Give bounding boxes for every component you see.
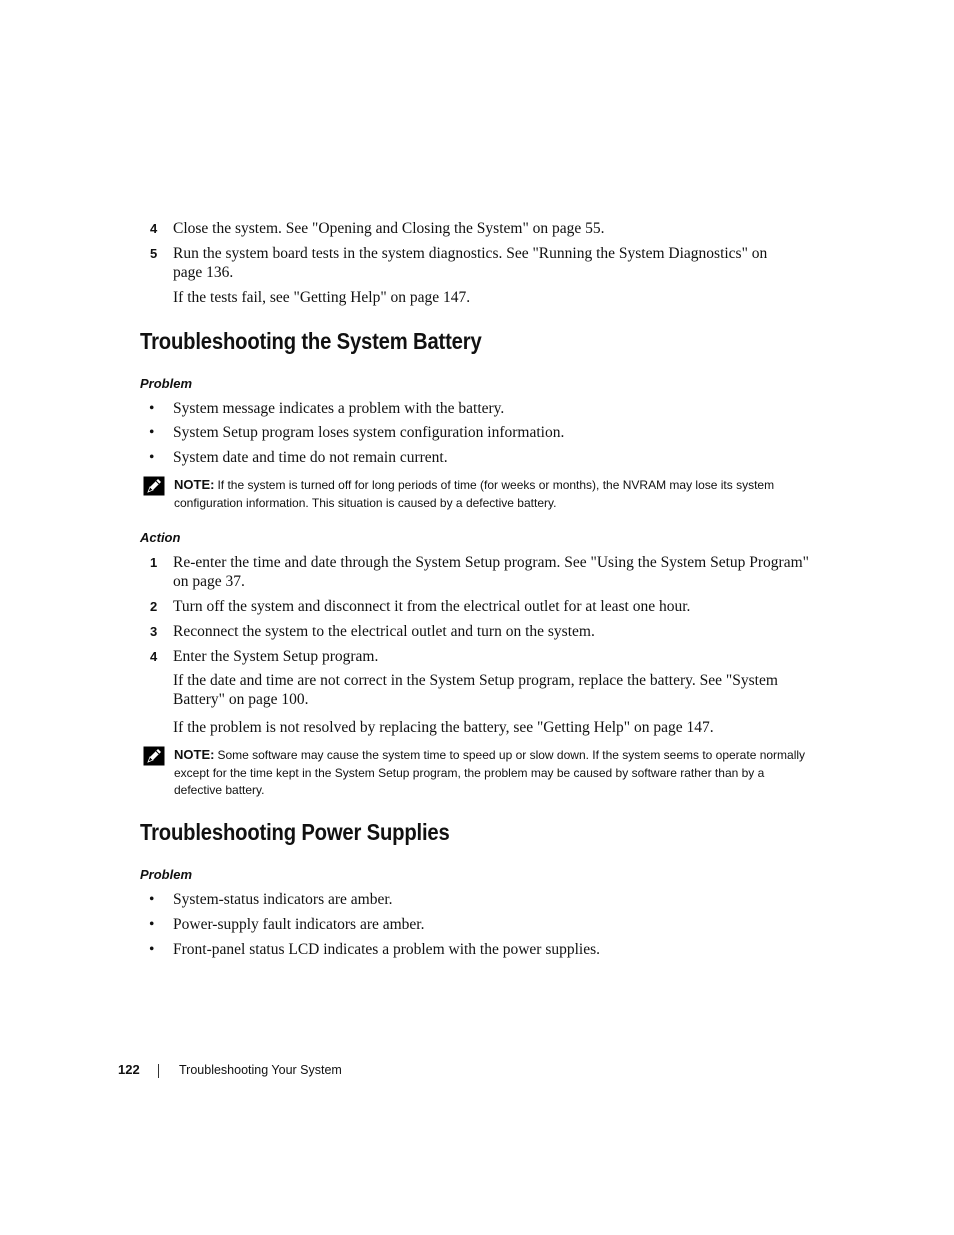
action-text: Turn off the system and disconnect it from the electrical outlet for at least one hour. — [173, 598, 691, 615]
note-label: NOTE: — [174, 747, 215, 762]
step-text: Close the system. See "Opening and Closing the System" on page 55. — [173, 220, 605, 237]
bullet: • — [149, 916, 155, 933]
problem-item: Power-supply fault indicators are amber. — [173, 916, 425, 933]
bullet: • — [149, 941, 155, 958]
note-label: NOTE: — [174, 477, 215, 492]
problem-item: System date and time do not remain current. — [173, 449, 448, 466]
problem-item: System-status indicators are amber. — [173, 891, 393, 908]
bullet: • — [149, 891, 155, 908]
problem-subheading: Problem — [140, 376, 193, 391]
step-number: 4 — [150, 221, 158, 236]
section-heading-battery: Troubleshooting the System Battery — [140, 328, 482, 354]
step-followup: If the tests fail, see "Getting Help" on page 147. — [173, 289, 471, 306]
action-followup: If the date and time are not correct in the System Setup program, replace the battery. See "System Battery" on page 100. — [173, 672, 778, 708]
action-text: Reconnect the system to the electrical outlet and turn on the system. — [173, 623, 595, 640]
note-1 — [174, 476, 814, 512]
note-text: If the system is turned off for long periods of time (for weeks or months), the NVRAM may lose its system configuration information. This situation is caused by a defective battery. — [174, 478, 775, 510]
bullet: • — [149, 424, 155, 441]
note-text: Some software may cause the system time to speed up or slow down. If the system seems to operate normally except for the time kept in the System Setup program, the problem may be caused by software rather than by a defective battery. — [174, 748, 806, 797]
action-text: Enter the System Setup program. — [173, 648, 379, 665]
step-number: 5 — [150, 246, 158, 261]
bullet: • — [149, 449, 155, 466]
footer-divider — [158, 1064, 159, 1078]
section-heading-power: Troubleshooting Power Supplies — [140, 819, 450, 845]
problem-subheading: Problem — [140, 867, 193, 882]
action-subheading: Action — [140, 530, 181, 545]
page-number: 122 — [118, 1062, 140, 1077]
pencil-note-icon — [143, 476, 165, 496]
note-2 — [174, 746, 814, 800]
pencil-note-icon — [143, 746, 165, 766]
step-text: Run the system board tests in the system diagnostics. See "Running the System Diagnostics" on page 136. — [173, 245, 768, 281]
action-number: 3 — [150, 624, 158, 639]
action-number: 2 — [150, 599, 158, 614]
problem-item: System Setup program loses system configuration information. — [173, 424, 565, 441]
footer-chapter-title: Troubleshooting Your System — [179, 1063, 342, 1077]
action-text: Re-enter the time and date through the System Setup program. See "Using the System Setup Program" on page 37. — [173, 554, 809, 590]
action-number: 1 — [150, 555, 158, 570]
action-number: 4 — [150, 649, 158, 664]
action-followup: If the problem is not resolved by replacing the battery, see "Getting Help" on page 147. — [173, 719, 714, 736]
bullet: • — [149, 400, 155, 417]
problem-item: System message indicates a problem with the battery. — [173, 400, 505, 417]
problem-item: Front-panel status LCD indicates a problem with the power supplies. — [173, 941, 601, 958]
